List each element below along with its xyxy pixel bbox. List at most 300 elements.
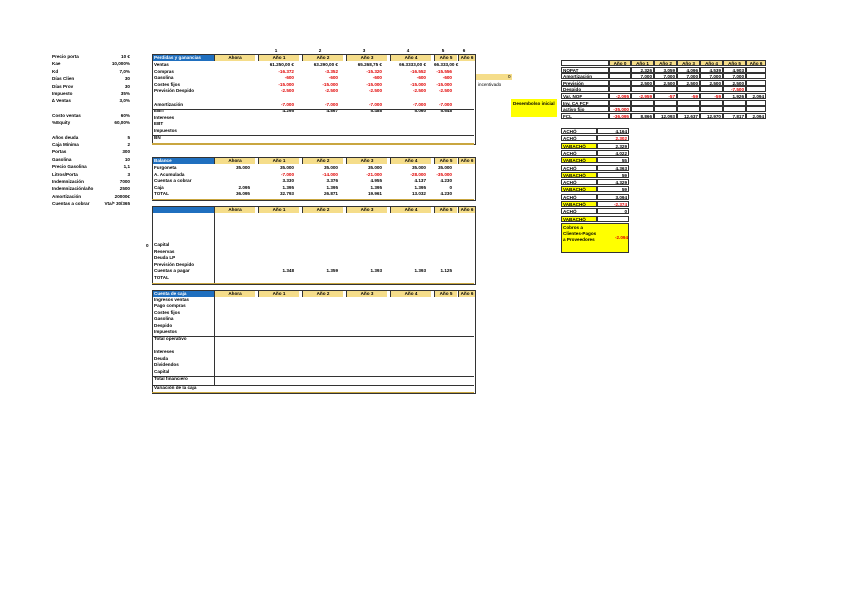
- row-label: EBT: [154, 121, 164, 127]
- param-row: [52, 149, 132, 155]
- param-value: 60%: [120, 112, 130, 118]
- param-label: Kae: [52, 61, 61, 67]
- cell-value: 5.648: [440, 108, 452, 114]
- liab-marker: 0: [146, 243, 149, 248]
- row-label: Previsión: [561, 80, 609, 86]
- cell-value: 1.926: [723, 93, 746, 99]
- cell-value: 3.330: [282, 178, 294, 184]
- metric-label: VABACHÖ: [561, 216, 597, 222]
- cell-value: 0: [449, 184, 452, 190]
- year-header: Año 6: [458, 206, 475, 213]
- metric-label: VABACHÖ: [561, 186, 597, 192]
- metric-row: [561, 201, 629, 207]
- cell-value: 2.094: [746, 93, 766, 99]
- cell-value: [746, 73, 766, 79]
- metric-label: VABACHÖ: [561, 157, 597, 163]
- cell-value: 2.500: [631, 80, 654, 86]
- cell-value: 19.961: [367, 191, 382, 197]
- row-label: A. Acumulada: [154, 171, 185, 177]
- row-label: Compras: [154, 68, 174, 74]
- fcl-row: [561, 100, 788, 106]
- cell-value: 63.290,00 €: [313, 62, 338, 67]
- metric-value: 4.022: [597, 150, 629, 156]
- cell-value: -7.000: [280, 171, 294, 177]
- cell-value: 4.230: [440, 191, 452, 197]
- row-label: Reservas: [154, 248, 175, 254]
- cash-border: [152, 290, 476, 394]
- cell-value: 1.395: [282, 184, 294, 190]
- fcl-year-header: Año 1: [631, 60, 654, 66]
- cell-value: -600: [416, 75, 426, 81]
- middle-cell: [476, 74, 512, 80]
- param-label: %Equity: [52, 120, 71, 126]
- table-title: Cuenta de caja: [152, 290, 216, 297]
- year-header: Año 1: [258, 54, 299, 61]
- param-row: [52, 113, 132, 119]
- cell-value: -3.352: [324, 68, 338, 74]
- fcl-year-header: Año 5: [723, 60, 746, 66]
- cobros-box: [561, 223, 629, 253]
- cell-value: -2.500: [438, 88, 452, 94]
- fcl-year-header: Año 2: [654, 60, 677, 66]
- cell-value: -600: [328, 75, 338, 81]
- metric-row: [561, 172, 629, 178]
- param-label: Indemnización: [52, 179, 84, 184]
- cell-value: 7.000: [723, 73, 746, 79]
- cell-value: -35.000: [609, 106, 631, 112]
- row-label: Amortización: [154, 101, 184, 107]
- cell-value: -36.095: [609, 113, 631, 119]
- row-label: Caja: [154, 184, 164, 190]
- cell-value: 4.230: [440, 178, 452, 184]
- pyg-bottom: [152, 143, 474, 144]
- row-label: Despido: [154, 322, 173, 328]
- metric-value: 55: [597, 157, 629, 163]
- cell-value: 4.295: [282, 108, 294, 114]
- column-number: 2: [318, 48, 322, 53]
- cell-value: -15.000: [410, 81, 426, 87]
- cell-value: 7.000: [677, 73, 700, 79]
- row-label: Impuestos: [154, 128, 177, 133]
- cell-value: -16.372: [278, 68, 294, 74]
- param-value: 2: [127, 142, 130, 147]
- param-label: Portas: [52, 149, 67, 155]
- year-header: Año 4: [390, 54, 431, 61]
- fcl-row: [561, 93, 788, 99]
- column-number: 4: [406, 48, 410, 53]
- cell-value: [746, 106, 766, 112]
- cell-value: -2.959: [631, 93, 654, 99]
- cell-value: 13.032: [411, 191, 426, 197]
- metric-label: ACHÖ: [561, 150, 597, 156]
- cell-value: 4.867: [326, 108, 338, 114]
- param-value: 2500: [119, 186, 130, 192]
- row-label: Deuda: [154, 355, 169, 361]
- cell-value: 1.393: [414, 268, 426, 274]
- cell-value: -15.556: [436, 68, 452, 74]
- year-header: Ahora: [214, 54, 255, 61]
- cell-value: 1.395: [326, 184, 338, 190]
- row-label: Cuentas a cobrar: [154, 178, 192, 184]
- metric-value: 2.302: [597, 135, 629, 141]
- row-label: Costes fijos: [154, 81, 181, 87]
- row-label: Gasolina: [154, 75, 174, 81]
- cell-value: 8.866: [631, 113, 654, 119]
- cell-value: [700, 100, 723, 106]
- cell-value: -28.000: [410, 171, 426, 177]
- param-value: 60,00%: [114, 120, 130, 126]
- metric-label: VABACHÖ: [561, 143, 597, 149]
- row-label: Total financiero: [154, 376, 188, 381]
- row-label: Furgoneta: [154, 165, 177, 170]
- cobros-label: Cobros a Clientes-Pagos a Proveedores: [563, 224, 597, 242]
- cell-value: 4.903: [723, 67, 746, 73]
- param-value: 10,000%: [111, 61, 130, 67]
- cell-value: 2.500: [677, 80, 700, 86]
- cell-value: 61.250,00 €: [269, 62, 294, 67]
- column-number: 3: [362, 48, 366, 53]
- metric-value: 59: [597, 186, 629, 192]
- metric-value: 2.329: [597, 143, 629, 149]
- cell-value: -600: [442, 75, 452, 81]
- year-header: Año 2: [302, 290, 343, 297]
- row-label: Ingresos ventas: [154, 297, 189, 302]
- param-row: [52, 164, 132, 170]
- cash-bottom: [152, 392, 474, 393]
- cell-value: 2.326: [631, 67, 654, 73]
- year-header: Año 5: [434, 157, 457, 164]
- metric-label: ACHÖ: [561, 194, 597, 200]
- year-header: Año 2: [302, 206, 343, 213]
- fcl-header-row: [561, 60, 788, 66]
- year-header: Año 2: [302, 54, 343, 61]
- param-row: [52, 69, 132, 75]
- cell-value: 32.793: [279, 191, 294, 197]
- metric-label: ACHÖ: [561, 165, 597, 171]
- year-header: Año 4: [390, 206, 431, 213]
- cell-value: 5.488: [370, 108, 382, 114]
- cell-value: 7.000: [654, 73, 677, 79]
- row-label: Impuestos: [154, 329, 177, 334]
- metric-row: [561, 208, 629, 214]
- metric-label: ACHÖ: [561, 179, 597, 185]
- row-label: Deuda LP: [154, 255, 176, 261]
- cobros-value: -2.094: [614, 234, 628, 240]
- cell-value: 35.000: [235, 165, 250, 170]
- param-label: Días Clien: [52, 76, 75, 82]
- param-row: [52, 54, 132, 60]
- metric-label: VABACHÖ: [561, 201, 597, 207]
- column-number: 1: [274, 48, 278, 53]
- param-value: 10 €: [121, 54, 130, 59]
- cell-value: [723, 100, 746, 106]
- balance-border: [152, 157, 476, 201]
- param-row: [52, 135, 132, 141]
- cell-value: 36.095: [235, 191, 250, 197]
- cell-value: 35.000: [279, 165, 294, 170]
- row-label: Pago compras: [154, 303, 186, 309]
- metric-row: [561, 194, 629, 200]
- fcl-year-header: Año 4: [700, 60, 723, 66]
- cell-value: 35.000: [367, 165, 382, 170]
- fcl-year-header: Año 3: [677, 60, 700, 66]
- cell-value: 5.060: [414, 108, 426, 114]
- param-label: Años deuda: [52, 134, 79, 140]
- cell-value: -7.000: [368, 101, 382, 107]
- row-label: Variación de la caja: [154, 385, 197, 390]
- metric-value: 59: [597, 172, 629, 178]
- year-header: Año 5: [434, 54, 457, 61]
- param-label: Indemnización/año: [52, 186, 94, 192]
- liab-divider: [214, 213, 215, 283]
- cell-value: [700, 86, 723, 92]
- cell-value: 1.125: [440, 268, 452, 274]
- cell-value: 7.817: [723, 113, 746, 119]
- param-row: [52, 120, 132, 126]
- param-label: Precio porta: [52, 54, 79, 59]
- cell-value: -15.320: [366, 68, 382, 74]
- cell-value: [677, 106, 700, 112]
- param-value: 300: [122, 149, 130, 155]
- cell-value: 7.000: [631, 73, 654, 79]
- metric-label: ACHÖ: [561, 128, 597, 134]
- balance-bottom: [152, 199, 474, 200]
- param-row: [52, 194, 132, 200]
- cell-value: 66.333,00 €: [434, 62, 459, 67]
- cell-value: 35.000: [411, 165, 426, 170]
- metric-row: [561, 128, 629, 134]
- param-value: 7,0%: [119, 68, 130, 74]
- row-label: Previsión Despido: [154, 261, 195, 267]
- param-label: Kd: [52, 68, 59, 74]
- cell-value: 4.539: [700, 67, 723, 73]
- cell-value: 1.395: [414, 184, 426, 190]
- param-row: [52, 84, 132, 90]
- cell-value: -7.000: [412, 101, 426, 107]
- fcl-row: [561, 73, 788, 79]
- cell-value: -7.500: [723, 86, 746, 92]
- metric-row: [561, 216, 629, 222]
- cell-value: [631, 100, 654, 106]
- year-header: Año 3: [346, 206, 387, 213]
- metric-value: 0: [597, 208, 629, 214]
- row-label: FCL: [561, 113, 609, 119]
- cell-value: [609, 67, 631, 73]
- cell-value: 4.096: [677, 67, 700, 73]
- cell-value: 12.637: [677, 113, 700, 119]
- cell-value: -14.000: [322, 171, 338, 177]
- param-label: Litros/Porta: [52, 171, 78, 177]
- pyg-border: [152, 54, 476, 145]
- cell-value: 2.094: [746, 113, 766, 119]
- cell-value: -600: [284, 75, 294, 81]
- cell-value: [746, 67, 766, 73]
- param-row: [52, 157, 132, 163]
- metric-row: [561, 150, 629, 156]
- row-label: Amortización: [561, 73, 609, 79]
- row-label: Inv. CA FCF: [561, 100, 609, 106]
- table-title: Perdidas y ganancias: [152, 54, 216, 61]
- metric-value: 3.094: [597, 194, 629, 200]
- param-row: [52, 172, 132, 178]
- cell-value: [746, 80, 766, 86]
- cell-value: [654, 86, 677, 92]
- cell-value: -2.500: [368, 88, 382, 94]
- pyg-sep: [152, 109, 474, 110]
- year-header: Ahora: [214, 290, 255, 297]
- cell-value: -35.000: [436, 171, 452, 177]
- param-row: [52, 186, 132, 192]
- cell-value: -2.500: [280, 88, 294, 94]
- row-label: Var. NOF: [561, 93, 609, 99]
- metric-row: [561, 179, 629, 185]
- metric-label: ACHÖ: [561, 208, 597, 214]
- year-header: Año 4: [390, 157, 431, 164]
- cell-value: -21.000: [366, 171, 382, 177]
- cell-value: [609, 86, 631, 92]
- metric-row: [561, 186, 629, 192]
- pyg-sep: [152, 135, 474, 136]
- row-label: EBIT: [154, 108, 165, 114]
- table-title: Balance: [152, 157, 216, 164]
- row-label: Capital: [154, 368, 170, 374]
- row-label: Intereses: [154, 114, 175, 120]
- cell-value: [631, 106, 654, 112]
- year-header: Año 3: [346, 157, 387, 164]
- param-row: [52, 61, 132, 67]
- year-header: Año 6: [458, 54, 475, 61]
- cell-value: [654, 106, 677, 112]
- cell-value: -7.000: [438, 101, 452, 107]
- year-header: Ahora: [214, 157, 255, 164]
- param-value: 7000: [119, 179, 130, 184]
- year-header: Año 5: [434, 290, 457, 297]
- year-header: Año 6: [458, 157, 475, 164]
- fcl-row: [561, 106, 788, 112]
- cell-value: [746, 100, 766, 106]
- year-header: Año 6: [458, 290, 475, 297]
- cell-value: [631, 86, 654, 92]
- param-label: Gasolina: [52, 156, 72, 162]
- cell-value: [700, 106, 723, 112]
- year-header: Año 3: [346, 290, 387, 297]
- cell-value: -2.500: [324, 88, 338, 94]
- fcl-row: [561, 113, 788, 119]
- row-label: Capital: [154, 242, 170, 247]
- metric-value: 4.164: [597, 128, 629, 134]
- year-header: Año 1: [258, 206, 299, 213]
- cell-value: -15.000: [366, 81, 382, 87]
- fcl-year-header: [561, 60, 609, 66]
- param-label: Cuentas a cobrar: [52, 201, 90, 207]
- metric-label: ACHÖ: [561, 135, 597, 141]
- param-label: Impuesto: [52, 91, 73, 96]
- fcl-row: [561, 67, 788, 73]
- cell-value: -59: [677, 93, 700, 99]
- param-value: 5: [127, 134, 130, 140]
- param-value: 30: [124, 76, 130, 82]
- row-label: TOTAL: [154, 191, 169, 197]
- liab-bottom: [152, 283, 474, 284]
- cell-value: -15.000: [322, 81, 338, 87]
- year-header: Ahora: [214, 206, 255, 213]
- middle-zero: 0: [508, 74, 511, 79]
- cell-value: [609, 100, 631, 106]
- param-label: Amortización: [52, 193, 82, 199]
- cell-value: 3.059: [654, 67, 677, 73]
- year-header: Año 4: [390, 290, 431, 297]
- fcl-row: [561, 80, 788, 86]
- fcl-year-header: Año 6: [746, 60, 766, 66]
- param-label: Precio Gasolina: [52, 164, 87, 170]
- cell-value: 35.000: [437, 165, 452, 170]
- column-number: 5: [441, 48, 445, 53]
- metric-row: [561, 143, 629, 149]
- cell-value: 12.093: [654, 113, 677, 119]
- param-value: Vta/* 30/365: [104, 201, 130, 207]
- row-label: Previsión Despido: [154, 88, 195, 94]
- cell-value: -2.095: [609, 93, 631, 99]
- param-value: 3,0%: [119, 98, 130, 104]
- cell-value: -16.552: [410, 68, 426, 74]
- row-label: Costes fijos: [154, 309, 181, 315]
- cash-divider: [214, 297, 215, 385]
- fcl-side-label: Desembolso inicial: [511, 99, 557, 117]
- metric-value: [597, 216, 629, 222]
- cell-value: -57: [654, 93, 677, 99]
- metric-value: -2.374: [597, 201, 629, 207]
- metric-row: [561, 135, 629, 141]
- cell-value: 2.500: [723, 80, 746, 86]
- metric-value: 4.329: [597, 179, 629, 185]
- param-label: ∆ Ventas: [52, 98, 71, 104]
- row-label: activo fijo: [561, 106, 609, 112]
- param-value: 3: [127, 171, 130, 177]
- param-value: 35%: [120, 91, 130, 96]
- year-header: Año 2: [302, 157, 343, 164]
- year-header: Año 3: [346, 54, 387, 61]
- cell-value: [609, 80, 631, 86]
- year-header: Año 5: [434, 206, 457, 213]
- liab-border: [152, 206, 476, 285]
- cell-value: 3.376: [326, 178, 338, 184]
- cell-value: -15.000: [278, 81, 294, 87]
- metric-row: [561, 157, 629, 163]
- row-label: TOTAL: [154, 275, 169, 280]
- cell-value: -2.500: [412, 88, 426, 94]
- cell-value: 1.348: [282, 268, 294, 274]
- row-label: Despido: [561, 86, 609, 92]
- cell-value: 65.268,75 €: [357, 62, 382, 67]
- cell-value: 4.955: [370, 178, 382, 184]
- param-label: Costo ventas: [52, 112, 81, 118]
- row-label: BN: [154, 134, 161, 140]
- cell-value: [723, 106, 746, 112]
- row-label: Gasolina: [154, 316, 174, 322]
- param-label: Días Prov: [52, 83, 74, 89]
- metric-label: VABACHÖ: [561, 172, 597, 178]
- row-label: Total operativo: [154, 336, 187, 342]
- param-value: 20000€: [114, 193, 130, 199]
- cell-value: 2.500: [654, 80, 677, 86]
- param-row: [52, 98, 132, 104]
- middle-note: incentivado: [478, 82, 502, 87]
- param-row: [52, 142, 132, 148]
- cell-value: 12.970: [700, 113, 723, 119]
- param-value: 1,1: [123, 164, 130, 170]
- param-row: [52, 179, 132, 185]
- param-value: 10: [124, 156, 130, 162]
